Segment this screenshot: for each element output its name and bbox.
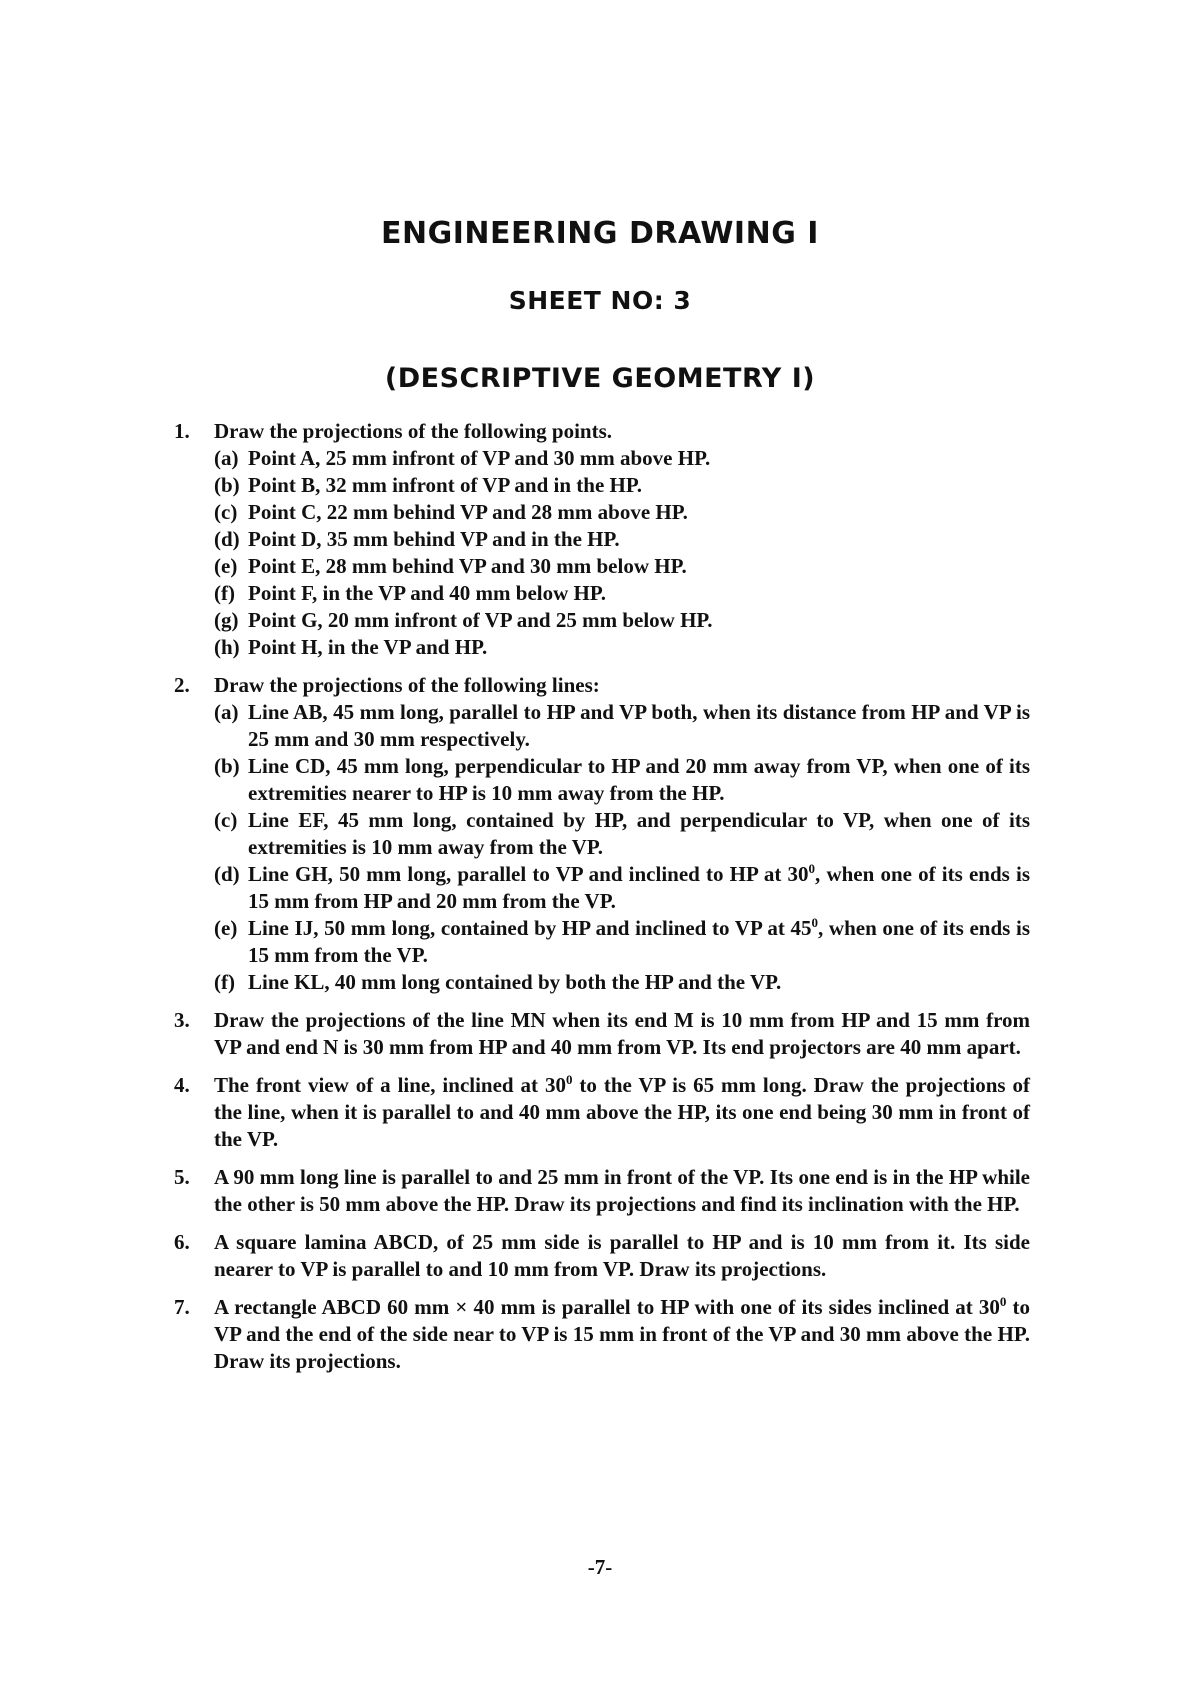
- question-text: Draw the projections of the following lines:: [214, 673, 600, 697]
- sub-question-text: Point C, 22 mm behind VP and 28 mm above HP.: [248, 500, 688, 524]
- question-7: [174, 1294, 1030, 1375]
- sub-question-label: (d): [214, 527, 240, 551]
- question-number: 2.: [174, 673, 190, 697]
- sub-question-text-start: Line GH, 50 mm long, parallel to VP and inclined to HP at 30: [248, 862, 809, 886]
- question-text-start: A rectangle ABCD 60 mm × 40 mm is parallel to HP with one of its sides inclined at 30: [214, 1295, 1000, 1319]
- question-text: A square lamina ABCD, of 25 mm side is parallel to HP and is 10 mm from it. Its side nearer to VP is parallel to and 10 mm from VP. Draw its projections.: [214, 1230, 1030, 1281]
- sub-question-text: Line EF, 45 mm long, contained by HP, and perpendicular to VP, when one of its extremities is 10 mm away from the VP.: [248, 808, 1030, 859]
- sub-question-label: (b): [214, 754, 240, 778]
- sub-question: [214, 499, 1030, 526]
- sub-question-text: Point E, 28 mm behind VP and 30 mm below HP.: [248, 554, 687, 578]
- sub-question-label: (b): [214, 473, 240, 497]
- page-title: ENGINEERING DRAWING I: [381, 216, 819, 251]
- sub-question-label: (e): [214, 916, 238, 940]
- sub-question: [214, 472, 1030, 499]
- sub-question-label: (f): [214, 581, 235, 605]
- sub-question-text-end: , when one of its ends is 15 mm from HP and 20 mm from the VP.: [248, 862, 1030, 913]
- sub-question: [214, 915, 1030, 969]
- sub-question-label: (c): [214, 500, 238, 524]
- question-number: 6.: [174, 1230, 190, 1254]
- question-text-end: to the VP is 65 mm long. Draw the projections of the line, when it is parallel to and 40 mm above the HP, its one end being 30 mm in front of the VP.: [214, 1073, 1030, 1151]
- sub-question-label: (d): [214, 862, 240, 886]
- sub-question-label: (a): [214, 700, 239, 724]
- sub-question-label: (a): [214, 446, 239, 470]
- page-subtitle: (DESCRIPTIVE GEOMETRY I): [384, 363, 816, 394]
- question-3: [174, 1007, 1030, 1061]
- sub-question-label: (g): [214, 608, 239, 632]
- sub-question: [214, 634, 1030, 661]
- sheet-number: SHEET NO: 3: [508, 286, 692, 315]
- question-2: [174, 672, 1030, 996]
- question-text: A 90 mm long line is parallel to and 25 mm in front of the VP. Its one end is in the HP while the other is 50 mm above the HP. Draw its projections and find its inclination with the HP.: [214, 1165, 1030, 1216]
- sub-question-text: Point A, 25 mm infront of VP and 30 mm above HP.: [248, 446, 711, 470]
- question-text: [214, 1294, 1030, 1375]
- sub-question: [214, 699, 1030, 753]
- sub-question: [214, 753, 1030, 807]
- sub-question-list: [214, 445, 1030, 661]
- question-list: [174, 418, 1030, 1386]
- question-text: Draw the projections of the line MN when its end M is 10 mm from HP and 15 mm from VP and end N is 30 mm from HP and 40 mm from VP. Its end projectors are 40 mm apart.: [214, 1008, 1030, 1059]
- page-number: -7-: [587, 1555, 613, 1579]
- sub-question-text-end: , when one of its ends is 15 mm from the VP.: [248, 916, 1030, 967]
- question-text: Draw the projections of the following points.: [214, 419, 613, 443]
- sub-question-text: [248, 915, 1030, 969]
- sub-question-list: [214, 699, 1030, 996]
- question-number: 5.: [174, 1165, 190, 1189]
- question-1: [174, 418, 1030, 661]
- sub-question-label: (f): [214, 970, 235, 994]
- sub-question-label: (h): [214, 635, 240, 659]
- sub-question: [214, 969, 1030, 996]
- degree-superscript: 0: [565, 1072, 573, 1087]
- question-number: 1.: [174, 419, 190, 443]
- sub-question-text: Line KL, 40 mm long contained by both the HP and the VP.: [248, 970, 782, 994]
- sub-question: [214, 526, 1030, 553]
- sub-question-text: Point H, in the VP and HP.: [248, 635, 488, 659]
- degree-superscript: 0: [811, 915, 818, 930]
- degree-superscript: 0: [999, 1294, 1007, 1309]
- sub-question-label: (e): [214, 554, 238, 578]
- sub-question: [214, 445, 1030, 472]
- question-text: [214, 1072, 1030, 1153]
- question-number: 4.: [174, 1073, 190, 1097]
- sub-question: [214, 807, 1030, 861]
- sub-question: [214, 861, 1030, 915]
- sub-question-text: Line AB, 45 mm long, parallel to HP and VP both, when its distance from HP and VP is 25 mm and 30 mm respectively.: [248, 700, 1030, 751]
- question-5: [174, 1164, 1030, 1218]
- question-text-start: The front view of a line, inclined at 30: [214, 1073, 566, 1097]
- question-number: 7.: [174, 1295, 190, 1319]
- question-number: 3.: [174, 1008, 190, 1032]
- question-6: [174, 1229, 1030, 1283]
- sub-question-text: Point D, 35 mm behind VP and in the HP.: [248, 527, 620, 551]
- degree-superscript: 0: [808, 861, 816, 876]
- sub-question-label: (c): [214, 808, 238, 832]
- sub-question-text: Point G, 20 mm infront of VP and 25 mm below HP.: [248, 608, 713, 632]
- question-text-end: to VP and the end of the side near to VP is 15 mm in front of the VP and 30 mm above the HP. Draw its projections.: [214, 1295, 1030, 1373]
- sub-question: [214, 553, 1030, 580]
- sub-question-text: Point F, in the VP and 40 mm below HP.: [248, 581, 607, 605]
- sub-question: [214, 580, 1030, 607]
- sub-question-text-start: Line IJ, 50 mm long, contained by HP and inclined to VP at 45: [248, 916, 812, 940]
- sub-question-text: Point B, 32 mm infront of VP and in the HP.: [248, 473, 642, 497]
- question-4: [174, 1072, 1030, 1153]
- sub-question-text: Line CD, 45 mm long, perpendicular to HP and 20 mm away from VP, when one of its extremities nearer to HP is 10 mm away from the HP.: [248, 754, 1030, 805]
- sub-question: [214, 607, 1030, 634]
- sub-question-text: [248, 861, 1030, 915]
